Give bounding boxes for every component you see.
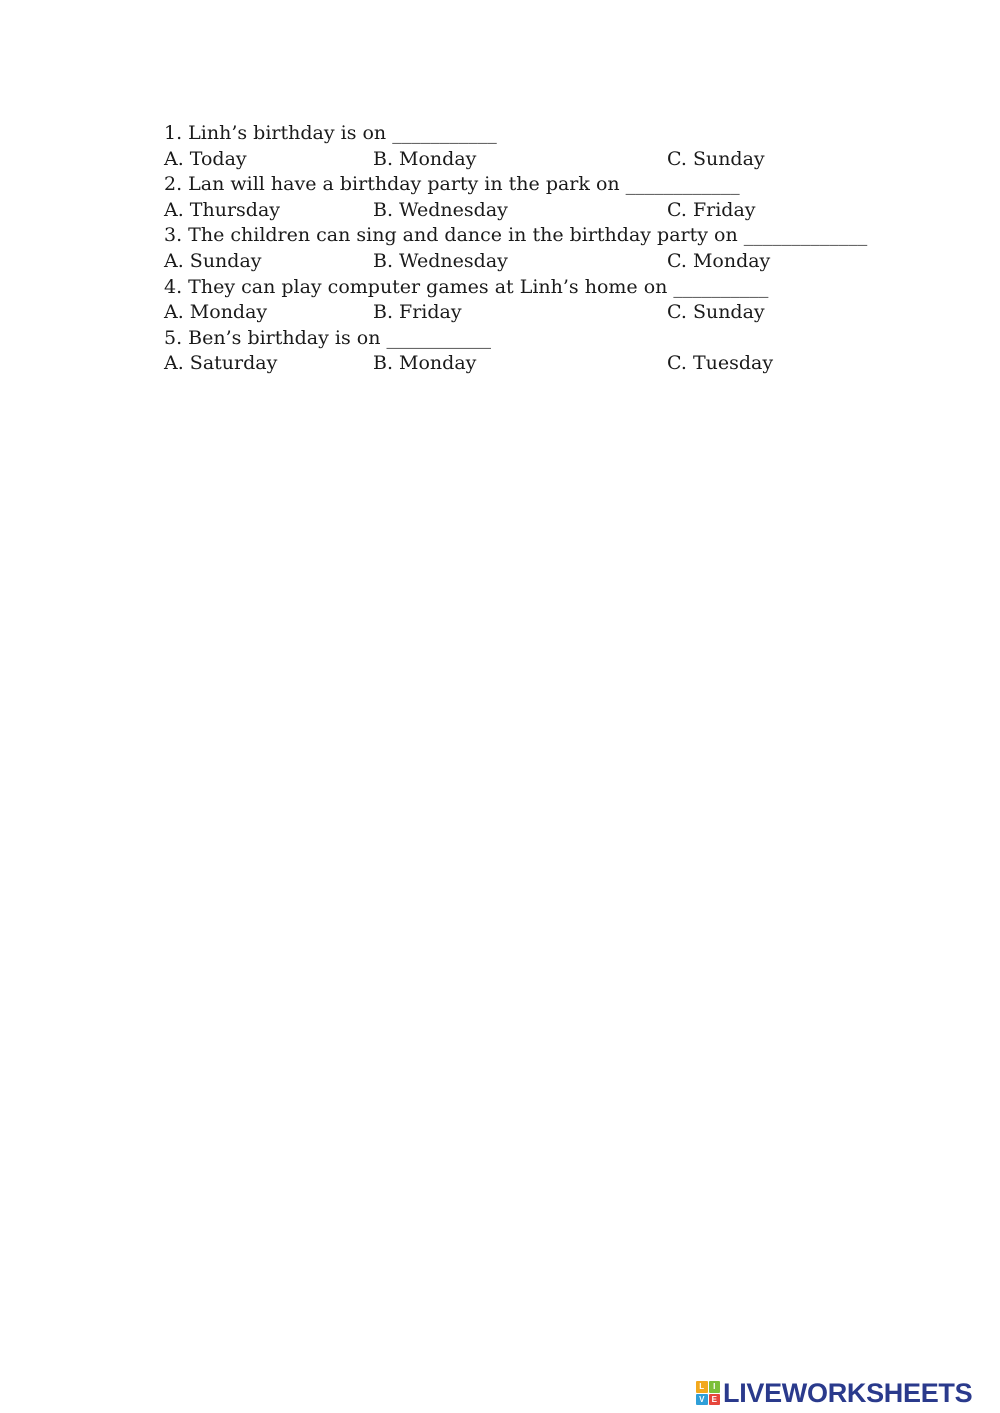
logo-letter-e: E	[709, 1394, 721, 1406]
question-2: 2. Lan will have a birthday party in the park on ____________	[164, 173, 740, 196]
options-row-2	[164, 198, 864, 224]
brand-name: LIVEWORKSHEETS	[723, 1377, 973, 1408]
liveworksheets-watermark	[696, 1378, 972, 1408]
option-b: B. Monday	[373, 147, 477, 170]
option-a: A. Thursday	[164, 198, 281, 221]
option-a: A. Sunday	[164, 249, 262, 272]
option-c: C. Sunday	[667, 301, 765, 324]
option-c: C. Sunday	[667, 147, 765, 170]
option-c: C. Tuesday	[667, 352, 774, 375]
question-3: 3. The children can sing and dance in the birthday party on _____________	[164, 224, 868, 247]
logo-letter-l: L	[696, 1381, 708, 1393]
option-a: A. Today	[164, 147, 247, 170]
option-b: B. Wednesday	[373, 198, 508, 221]
question-5: 5. Ben’s birthday is on ___________	[164, 326, 491, 349]
options-row-1	[164, 147, 864, 173]
logo-letter-i: I	[709, 1381, 721, 1393]
options-row-3	[164, 249, 864, 275]
question-1: 1. Linh’s birthday is on ___________	[164, 122, 497, 144]
option-b: B. Friday	[373, 301, 462, 324]
option-c: C. Monday	[667, 249, 771, 272]
option-b: B. Monday	[373, 352, 477, 375]
question-4: 4. They can play computer games at Linh’s home on __________	[164, 275, 769, 298]
option-c: C. Friday	[667, 198, 756, 221]
options-row-5	[164, 351, 864, 377]
option-b: B. Wednesday	[373, 249, 508, 272]
option-a: A. Saturday	[164, 352, 278, 375]
liveworksheets-logo-icon	[696, 1381, 720, 1405]
worksheet	[164, 121, 868, 377]
options-row-4	[164, 300, 864, 326]
logo-letter-v: V	[696, 1394, 708, 1406]
option-a: A. Monday	[164, 301, 268, 324]
